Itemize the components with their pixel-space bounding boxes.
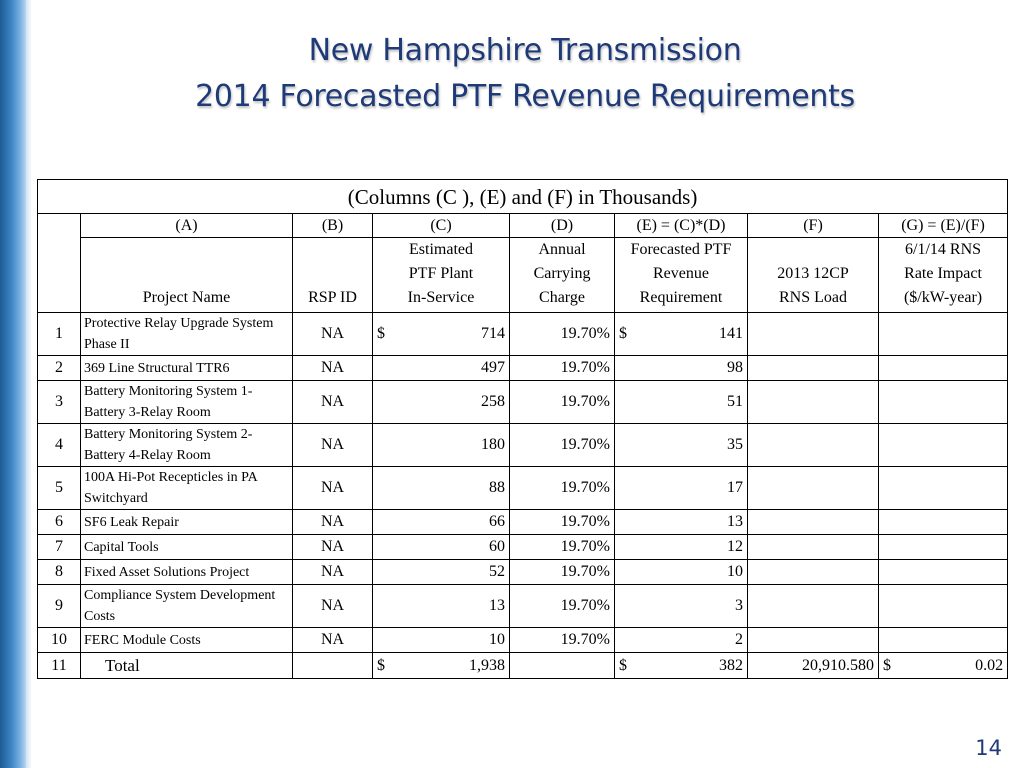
page-number: 14 [975, 736, 1002, 760]
revenue-requirement [615, 313, 748, 356]
project-name: Protective Relay Upgrade System Phase II [81, 313, 293, 356]
total-label: Total [81, 653, 293, 679]
rate-impact [879, 628, 1008, 653]
rate-impact [879, 381, 1008, 424]
sidebar-accent-bar [0, 0, 26, 768]
total-row [38, 653, 1008, 679]
revenue-requirement [615, 381, 748, 424]
plant-in-service [373, 467, 510, 510]
rate-impact [879, 424, 1008, 467]
plant-value: 714 [481, 325, 505, 342]
carrying-charge: 19.70% [510, 381, 615, 424]
plant-in-service [373, 356, 510, 381]
rate-impact-value: 0.02 [975, 656, 1004, 674]
header-annual-carrying-charge: Annual Carrying Charge [510, 238, 615, 313]
plant-value: 13 [489, 597, 505, 614]
rate-impact [879, 535, 1008, 560]
header-estimated-ptf-plant: Estimated PTF Plant In-Service [373, 238, 510, 313]
revenue-requirements-table [37, 179, 1008, 679]
rns-load [748, 535, 879, 560]
carrying-charge: 19.70% [510, 356, 615, 381]
carrying-charge: 19.70% [510, 313, 615, 356]
project-name: Capital Tools [81, 535, 293, 560]
table-row [38, 313, 1008, 356]
plant-value: 180 [481, 436, 505, 453]
total-plant-value: 1,938 [469, 656, 505, 674]
revenue-value: 12 [727, 538, 743, 555]
row-number: 5 [38, 467, 81, 510]
plant-value: 258 [481, 393, 505, 410]
rate-impact [879, 585, 1008, 628]
total-rns-load: 20,910.580 [748, 653, 879, 679]
total-revenue-value: 382 [719, 656, 743, 674]
carrying-charge: 19.70% [510, 628, 615, 653]
revenue-value: 35 [727, 436, 743, 453]
rate-impact [879, 560, 1008, 585]
plant-in-service [373, 628, 510, 653]
row-number: 1 [38, 313, 81, 356]
project-name: Battery Monitoring System 2-Battery 4-Relay Room [81, 424, 293, 467]
total-plant-in-service [373, 653, 510, 679]
plant-value: 60 [489, 538, 505, 555]
project-name: Compliance System Development Costs [81, 585, 293, 628]
rns-load [748, 467, 879, 510]
rate-impact [879, 467, 1008, 510]
revenue-value: 17 [727, 479, 743, 496]
revenue-value: 98 [727, 359, 743, 376]
revenue-value: 10 [727, 563, 743, 580]
rns-load [748, 560, 879, 585]
table-caption: (Columns (C ), (E) and (F) in Thousands) [38, 180, 1008, 214]
row-number: 8 [38, 560, 81, 585]
rate-impact [879, 313, 1008, 356]
revenue-value: 141 [719, 325, 743, 342]
plant-value: 497 [481, 359, 505, 376]
rsp-id: NA [293, 560, 373, 585]
revenue-value: 3 [735, 597, 743, 614]
revenue-requirement [615, 424, 748, 467]
revenue-requirement [615, 585, 748, 628]
rns-load [748, 510, 879, 535]
carrying-charge [510, 653, 615, 679]
rns-load [748, 313, 879, 356]
plant-in-service [373, 510, 510, 535]
table-row [38, 560, 1008, 585]
revenue-value: 2 [735, 631, 743, 648]
plant-in-service [373, 313, 510, 356]
col-letter-a: (A) [81, 214, 293, 238]
plant-in-service [373, 535, 510, 560]
row-number: 10 [38, 628, 81, 653]
project-name: 100A Hi-Pot Recepticles in PA Switchyard [81, 467, 293, 510]
row-number: 7 [38, 535, 81, 560]
revenue-requirement [615, 535, 748, 560]
carrying-charge: 19.70% [510, 585, 615, 628]
project-name: FERC Module Costs [81, 628, 293, 653]
table-row [38, 628, 1008, 653]
revenue-requirement [615, 356, 748, 381]
header-project-name: Project Name [81, 238, 293, 313]
plant-value: 88 [489, 479, 505, 496]
rsp-id: NA [293, 313, 373, 356]
table-row [38, 585, 1008, 628]
table-row [38, 510, 1008, 535]
rsp-id: NA [293, 381, 373, 424]
rate-impact [879, 356, 1008, 381]
project-name: Battery Monitoring System 1-Battery 3-Relay Room [81, 381, 293, 424]
rate-impact [879, 510, 1008, 535]
slide-title [26, 28, 1024, 120]
carrying-charge: 19.70% [510, 424, 615, 467]
project-name: SF6 Leak Repair [81, 510, 293, 535]
currency-symbol: $ [377, 656, 385, 674]
rns-load [748, 628, 879, 653]
revenue-requirement [615, 560, 748, 585]
carrying-charge: 19.70% [510, 535, 615, 560]
row-number-header [38, 214, 81, 313]
project-name: 369 Line Structural TTR6 [81, 356, 293, 381]
revenue-value: 51 [727, 393, 743, 410]
plant-value: 66 [489, 513, 505, 530]
row-number: 6 [38, 510, 81, 535]
plant-in-service [373, 381, 510, 424]
rsp-id: NA [293, 424, 373, 467]
revenue-requirement [615, 467, 748, 510]
carrying-charge: 19.70% [510, 510, 615, 535]
col-letter-c: (C) [373, 214, 510, 238]
currency-symbol: $ [619, 325, 627, 342]
plant-in-service [373, 585, 510, 628]
rsp-id: NA [293, 628, 373, 653]
currency-symbol: $ [883, 656, 891, 674]
rsp-id: NA [293, 585, 373, 628]
col-letter-d: (D) [510, 214, 615, 238]
revenue-requirement [615, 510, 748, 535]
row-number: 4 [38, 424, 81, 467]
rns-load [748, 381, 879, 424]
title-line-1: New Hampshire Transmission [308, 33, 742, 68]
row-number: 2 [38, 356, 81, 381]
col-letter-b: (B) [293, 214, 373, 238]
currency-symbol: $ [377, 325, 385, 342]
plant-value: 52 [489, 563, 505, 580]
revenue-requirement [615, 628, 748, 653]
row-number: 11 [38, 653, 81, 679]
rsp-id: NA [293, 467, 373, 510]
table-row [38, 381, 1008, 424]
revenue-value: 13 [727, 513, 743, 530]
table-row [38, 424, 1008, 467]
header-rate-impact: 6/1/14 RNS Rate Impact ($/kW-year) [879, 238, 1008, 313]
rsp-id: NA [293, 535, 373, 560]
table-row [38, 535, 1008, 560]
row-number: 9 [38, 585, 81, 628]
table-row [38, 356, 1008, 381]
rns-load [748, 424, 879, 467]
header-forecasted-revenue: Forecasted PTF Revenue Requirement [615, 238, 748, 313]
header-rns-load: 2013 12CP RNS Load [748, 238, 879, 313]
total-rate-impact [879, 653, 1008, 679]
rsp-id [293, 653, 373, 679]
col-letter-f: (F) [748, 214, 879, 238]
col-letter-g: (G) = (E)/(F) [879, 214, 1008, 238]
total-revenue-requirement [615, 653, 748, 679]
header-rsp-id: RSP ID [293, 238, 373, 313]
carrying-charge: 19.70% [510, 560, 615, 585]
rns-load [748, 356, 879, 381]
plant-in-service [373, 560, 510, 585]
plant-value: 10 [489, 631, 505, 648]
project-name: Fixed Asset Solutions Project [81, 560, 293, 585]
rsp-id: NA [293, 510, 373, 535]
table-row [38, 467, 1008, 510]
carrying-charge: 19.70% [510, 467, 615, 510]
col-letter-e: (E) = (C)*(D) [615, 214, 748, 238]
plant-in-service [373, 424, 510, 467]
rsp-id: NA [293, 356, 373, 381]
title-line-2: 2014 Forecasted PTF Revenue Requirements [195, 79, 855, 114]
rns-load [748, 585, 879, 628]
currency-symbol: $ [619, 656, 627, 674]
row-number: 3 [38, 381, 81, 424]
